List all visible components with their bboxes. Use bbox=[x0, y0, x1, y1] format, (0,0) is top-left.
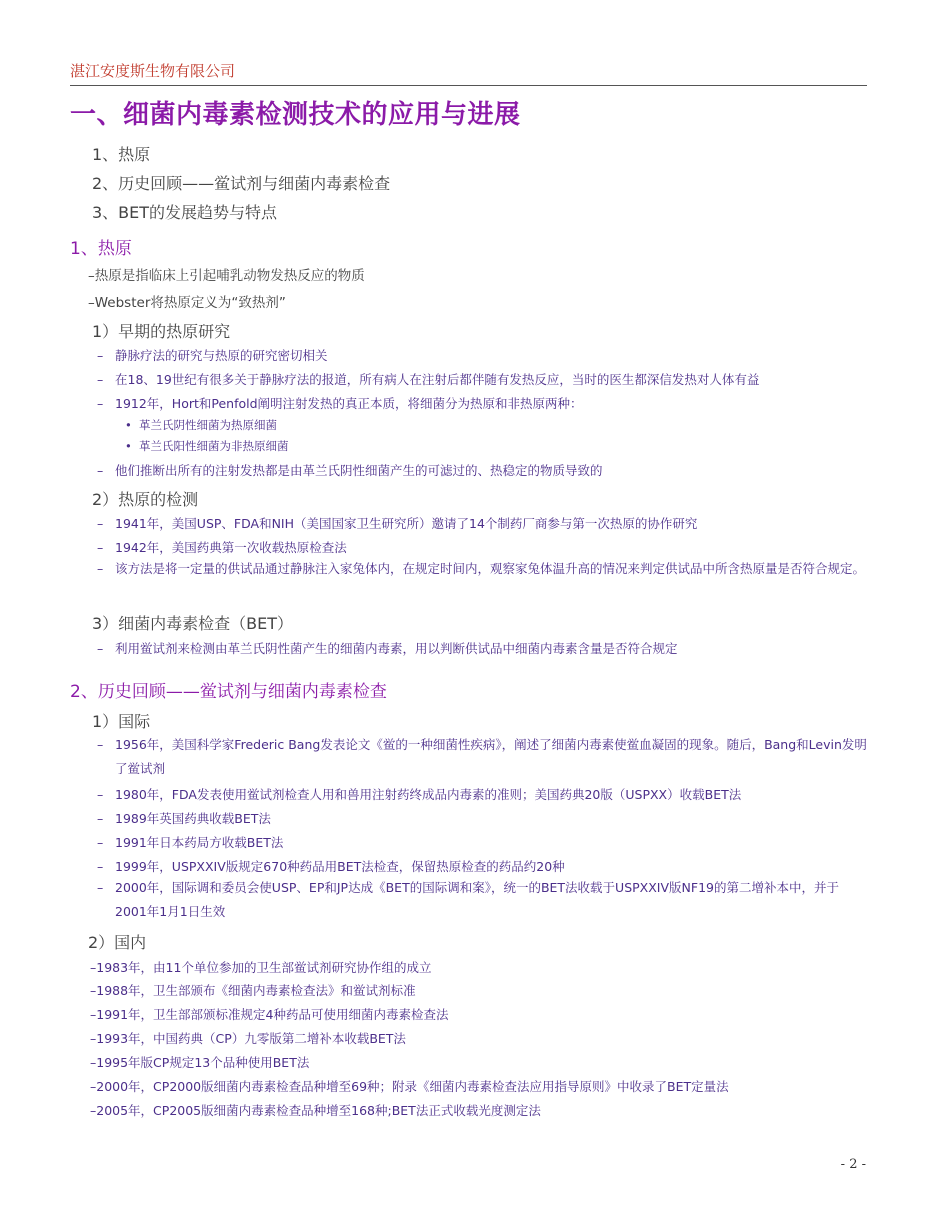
list-item: – 1956年，美国科学家Frederic Bang发表论文《鲎的一种细菌性疾病》，阐述了细菌内毒素使鲎血凝固的现象。随后，Bang和Levin发明了鲎试剂 bbox=[97, 737, 867, 776]
main-title: 一、细菌内毒素检测技术的应用与进展 bbox=[70, 100, 521, 130]
list-item: –1983年，由11个单位参加的卫生部鲎试剂研究协作组的成立 bbox=[90, 960, 432, 975]
toc-item: 2、历史回顾——鲎试剂与细菌内毒素检查 bbox=[92, 174, 391, 193]
header-divider bbox=[70, 85, 867, 86]
company-header: 湛江安度斯生物有限公司 bbox=[70, 62, 236, 80]
list-item: –1988年，卫生部颁布《细菌内毒素检查法》和鲎试剂标准 bbox=[90, 983, 416, 998]
subsection-heading: 1）早期的热原研究 bbox=[92, 322, 231, 341]
subsection-heading: 2）国内 bbox=[88, 933, 147, 952]
bullet-item: • 革兰氏阴性细菌为热原细菌 bbox=[125, 418, 277, 432]
section-heading: 2、历史回顾——鲎试剂与细菌内毒素检查 bbox=[70, 682, 387, 702]
list-item: – 1980年，FDA发表使用鲎试剂检查人用和兽用注射药终成品内毒素的准则；美国药典20版（USPXX）收载BET法 bbox=[97, 787, 742, 802]
list-item: – 该方法是将一定量的供试品通过静脉注入家兔体内，在规定时间内，观察家兔体温升高的情况来判定供试品中所含热原量是否符合规定。 bbox=[97, 561, 866, 576]
list-item: – 1991年日本药局方收载BET法 bbox=[97, 835, 284, 850]
toc-item: 1、热原 bbox=[92, 145, 151, 164]
page-number: - 2 - bbox=[840, 1157, 866, 1172]
list-item: –1991年，卫生部部颁标准规定4种药品可使用细菌内毒素检查法 bbox=[90, 1007, 449, 1022]
list-item: –1993年，中国药典（CP）九零版第二增补本收载BET法 bbox=[90, 1031, 406, 1046]
section-heading: 1、热原 bbox=[70, 239, 132, 259]
list-item: – 在18、19世纪有很多关于静脉疗法的报道，所有病人在注射后都伴随有发热反应，当时的医生都深信发热对人体有益 bbox=[97, 372, 760, 387]
list-item: – 1941年，美国USP、FDA和NIH（美国国家卫生研究所）邀请了14个制药厂商参与第一次热原的协作研究 bbox=[97, 516, 698, 531]
list-item: – 1942年，美国药典第一次收载热原检查法 bbox=[97, 540, 347, 555]
list-item: –2000年，CP2000版细菌内毒素检查品种增至69种；附录《细菌内毒素检查法应用指导原则》中收录了BET定量法 bbox=[90, 1079, 729, 1094]
toc-item: 3、BET的发展趋势与特点 bbox=[92, 203, 278, 222]
subsection-heading: 2）热原的检测 bbox=[92, 490, 199, 509]
list-item: – 1989年英国药典收载BET法 bbox=[97, 811, 271, 826]
paragraph: –Webster将热原定义为“致热剂” bbox=[88, 295, 286, 311]
list-item: – 1912年，Hort和Penfold阐明注射发热的真正本质，将细菌分为热原和非热原两种： bbox=[97, 396, 583, 411]
list-item: – 1999年，USPXXIV版规定670种药品用BET法检查，保留热原检查的药品约20种 bbox=[97, 859, 565, 874]
list-item: – 他们推断出所有的注射发热都是由革兰氏阴性细菌产生的可滤过的、热稳定的物质导致的 bbox=[97, 463, 603, 478]
bullet-item: • 革兰氏阳性细菌为非热原细菌 bbox=[125, 439, 289, 453]
paragraph: –热原是指临床上引起哺乳动物发热反应的物质 bbox=[88, 268, 365, 284]
list-item: – 利用鲎试剂来检测由革兰氏阴性菌产生的细菌内毒素，用以判断供试品中细菌内毒素含量是否符合规定 bbox=[97, 641, 678, 656]
subsection-heading: 3）细菌内毒素检查（BET） bbox=[92, 614, 294, 633]
list-item: –1995年版CP规定13个品种使用BET法 bbox=[90, 1055, 310, 1070]
list-item: –2005年，CP2005版细菌内毒素检查品种增至168种;BET法正式收载光度测定法 bbox=[90, 1103, 541, 1118]
list-item: – 2000年，国际调和委员会使USP、EP和JP达成《BET的国际调和案》，统一的BET法收载于USPXXIV版NF19的第二增补本中，并于2001年1月1日生效 bbox=[97, 880, 839, 919]
list-item: – 静脉疗法的研究与热原的研究密切相关 bbox=[97, 348, 328, 363]
subsection-heading: 1）国际 bbox=[92, 712, 151, 731]
